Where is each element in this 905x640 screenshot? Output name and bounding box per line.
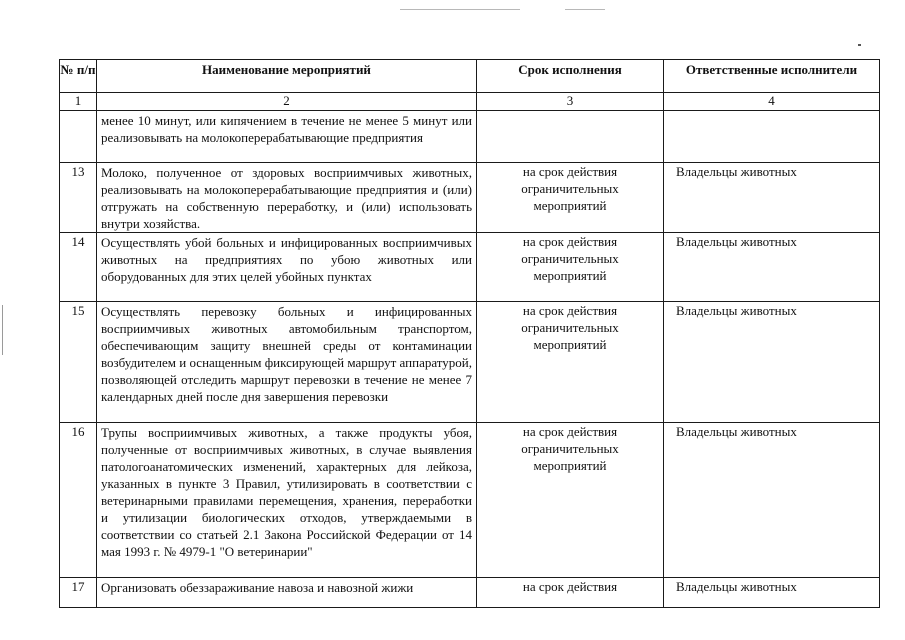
table-row <box>60 578 880 608</box>
term-cell <box>477 578 664 608</box>
measure-text: менее 10 минут, или кипячением в течение не менее 5 минут или реализовывать на молокоперерабатывающие предприятия <box>97 111 477 163</box>
table-row <box>60 233 880 302</box>
header-num: № п/п <box>60 60 97 93</box>
measure-text: Молоко, полученное от здоровых восприимчивых животных, реализовывать на молокоперерабатывающие предприятия и (или) отгружать на собственную переработку, и (или) использовать внутри хозяйства. <box>97 163 477 233</box>
responsible-cell: Владельцы животных <box>664 163 880 233</box>
term-cell <box>477 233 664 302</box>
term-line: на срок действия <box>522 579 618 594</box>
row-number: 17 <box>60 578 97 608</box>
measure-text: Организовать обеззараживание навоза и навозной жижи <box>97 578 477 608</box>
term-line: ограничительных <box>521 251 619 266</box>
column-number: 4 <box>664 93 880 111</box>
row-number: 14 <box>60 233 97 302</box>
responsible-cell: Владельцы животных <box>664 233 880 302</box>
scan-artifact-line <box>2 305 3 355</box>
term-line: мероприятий <box>533 458 607 473</box>
measure-text: Осуществлять убой больных и инфицированных восприимчивых животных на предприятиях по убою животных или оборудованных для этих целей убойных пунктах <box>97 233 477 302</box>
term-line: ограничительных <box>521 181 619 196</box>
table-row <box>60 163 880 233</box>
term-line: мероприятий <box>533 337 607 352</box>
row-number: 16 <box>60 423 97 578</box>
term-line: на срок действия <box>522 424 618 439</box>
responsible-cell: Владельцы животных <box>664 578 880 608</box>
column-number: 3 <box>477 93 664 111</box>
term-cell <box>477 163 664 233</box>
scan-artifact-dot <box>858 44 861 46</box>
term-line: на срок действия <box>522 234 618 249</box>
responsible-cell: Владельцы животных <box>664 302 880 423</box>
table-row <box>60 111 880 163</box>
column-number-row <box>60 93 880 111</box>
term-cell <box>477 111 664 163</box>
measure-text: Трупы восприимчивых животных, а также продукты убоя, полученные от восприимчивых животных, в случае выявления патологоанатомических изменений, характерных для лейкоза, указанных в пункте 3 Правил, утилизировать в соответствии с ветеринарными правилами перемещения, хранения, переработки и утилизации биологических отходов, утверждаемыми в соответствии со статьей 2.1 Закона Российской Федерации от 14 мая 1993 г. № 4979-1 "О ветеринарии" <box>97 423 477 578</box>
term-line: мероприятий <box>533 198 607 213</box>
term-line: мероприятий <box>533 268 607 283</box>
table-header-row <box>60 60 880 93</box>
term-cell <box>477 423 664 578</box>
row-number: 13 <box>60 163 97 233</box>
table-row <box>60 302 880 423</box>
term-line: на срок действия <box>522 164 618 179</box>
term-line: ограничительных <box>521 320 619 335</box>
measure-text: Осуществлять перевозку больных и инфицированных восприимчивых животных автомобильным транспортом, обеспечивающим защиту внешней среды от контаминации возбудителем и оснащенным фиксирующей маршрут аппаратурой, позволяющей отследить маршрут перевозки в течение не менее 7 календарных дней после дня завершения перевозки <box>97 302 477 423</box>
term-line: ограничительных <box>521 441 619 456</box>
column-number: 1 <box>60 93 97 111</box>
header-name: Наименование мероприятий <box>97 60 477 93</box>
responsible-cell: Владельцы животных <box>664 423 880 578</box>
responsible-cell <box>664 111 880 163</box>
term-cell <box>477 302 664 423</box>
column-number: 2 <box>97 93 477 111</box>
scan-artifact-line <box>565 9 605 10</box>
header-term: Срок исполнения <box>477 60 664 93</box>
table-row <box>60 423 880 578</box>
measures-table <box>59 59 880 608</box>
scan-artifact-line <box>400 9 520 10</box>
header-resp: Ответственные исполнители <box>664 60 880 93</box>
term-line: на срок действия <box>522 303 618 318</box>
row-number <box>60 111 97 163</box>
row-number: 15 <box>60 302 97 423</box>
